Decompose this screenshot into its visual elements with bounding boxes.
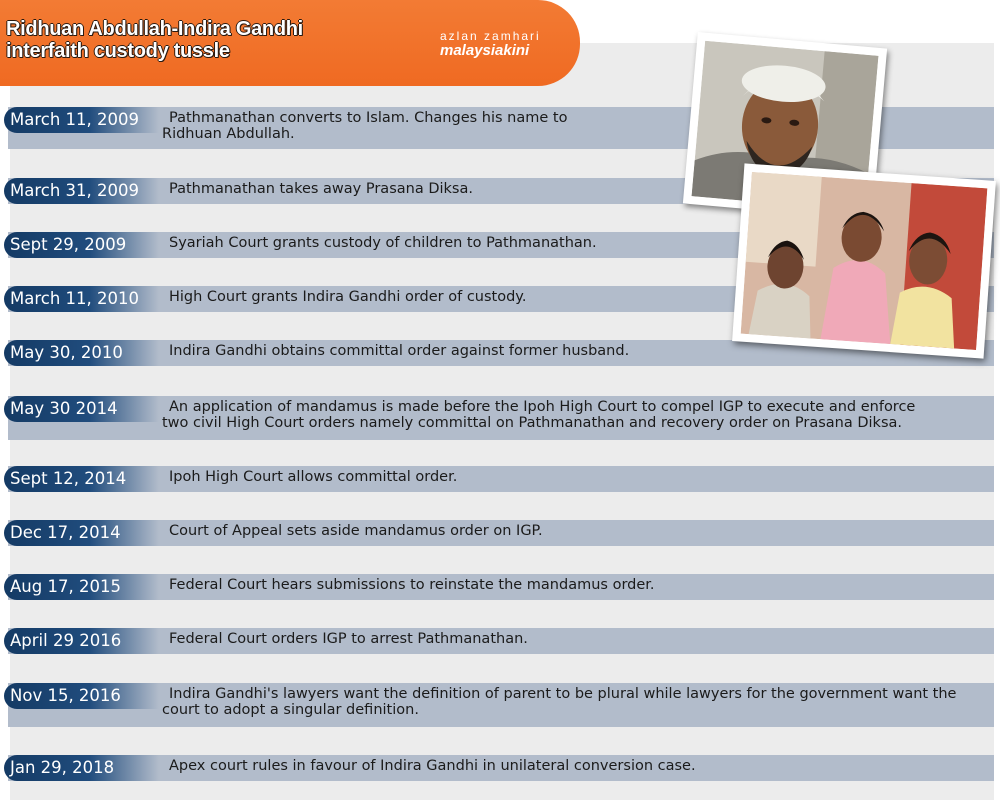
credit-author: azlan zamhari bbox=[440, 29, 541, 43]
date-pill: May 30 2014 bbox=[4, 396, 159, 422]
event-line-1: Court of Appeal sets aside mandamus order on IGP. bbox=[169, 523, 543, 539]
event-line-1: Pathmanathan converts to Islam. Changes his name to bbox=[169, 110, 568, 126]
event-line-1: Ipoh High Court allows committal order. bbox=[169, 469, 458, 485]
date-pill: Dec 17, 2014 bbox=[4, 520, 159, 546]
event-text bbox=[162, 758, 978, 774]
title-line-1: Ridhuan Abdullah-Indira Gandhi bbox=[6, 18, 303, 40]
timeline-row bbox=[0, 683, 1000, 727]
event-line-2: two civil High Court orders namely committal on Pathmanathan and recovery order on Prasana Diksa. bbox=[162, 415, 902, 431]
timeline-row bbox=[0, 628, 1000, 654]
event-line-1: Indira Gandhi obtains committal order against former husband. bbox=[169, 343, 630, 359]
event-line-1: Pathmanathan takes away Prasana Diksa. bbox=[169, 181, 473, 197]
date-pill: Nov 15, 2016 bbox=[4, 683, 159, 709]
event-line-2: court to adopt a singular definition. bbox=[162, 702, 419, 718]
date-pill: May 30, 2010 bbox=[4, 340, 159, 366]
event-text bbox=[162, 523, 978, 539]
event-line-1: Federal Court orders IGP to arrest Pathmanathan. bbox=[169, 631, 528, 647]
timeline-row bbox=[0, 574, 1000, 600]
date-pill: Sept 29, 2009 bbox=[4, 232, 159, 258]
event-line-2: Ridhuan Abdullah. bbox=[162, 126, 295, 142]
event-line-1: Syariah Court grants custody of children to Pathmanathan. bbox=[169, 235, 597, 251]
date-pill: March 31, 2009 bbox=[4, 178, 159, 204]
date-pill: Jan 29, 2018 bbox=[4, 755, 159, 781]
header-banner bbox=[0, 0, 580, 86]
page-title bbox=[6, 18, 406, 62]
family-photo bbox=[732, 163, 996, 358]
event-line-1: Federal Court hears submissions to reinstate the mandamus order. bbox=[169, 577, 655, 593]
date-pill: Aug 17, 2015 bbox=[4, 574, 159, 600]
timeline-row bbox=[0, 466, 1000, 492]
title-line-2: interfaith custody tussle bbox=[6, 40, 230, 62]
event-line-1: Indira Gandhi's lawyers want the definition of parent to be plural while lawyers for the government want the bbox=[169, 686, 957, 702]
event-text bbox=[162, 686, 978, 718]
family-image bbox=[741, 172, 988, 350]
timeline-row bbox=[0, 755, 1000, 781]
event-text bbox=[162, 631, 978, 647]
event-line-1: Apex court rules in favour of Indira Gandhi in unilateral conversion case. bbox=[169, 758, 696, 774]
event-text bbox=[162, 399, 978, 431]
event-text bbox=[162, 469, 978, 485]
date-pill: April 29 2016 bbox=[4, 628, 159, 654]
event-line-1: An application of mandamus is made before the Ipoh High Court to compel IGP to execute and enforce bbox=[169, 399, 916, 415]
timeline-row bbox=[0, 520, 1000, 546]
brand-logo: malaysiakini bbox=[440, 42, 530, 59]
timeline-row bbox=[0, 396, 1000, 440]
date-pill: Sept 12, 2014 bbox=[4, 466, 159, 492]
credit-block bbox=[440, 30, 570, 59]
event-line-1: High Court grants Indira Gandhi order of custody. bbox=[169, 289, 527, 305]
date-pill: March 11, 2010 bbox=[4, 286, 159, 312]
event-text bbox=[162, 577, 978, 593]
date-pill: March 11, 2009 bbox=[4, 107, 159, 133]
